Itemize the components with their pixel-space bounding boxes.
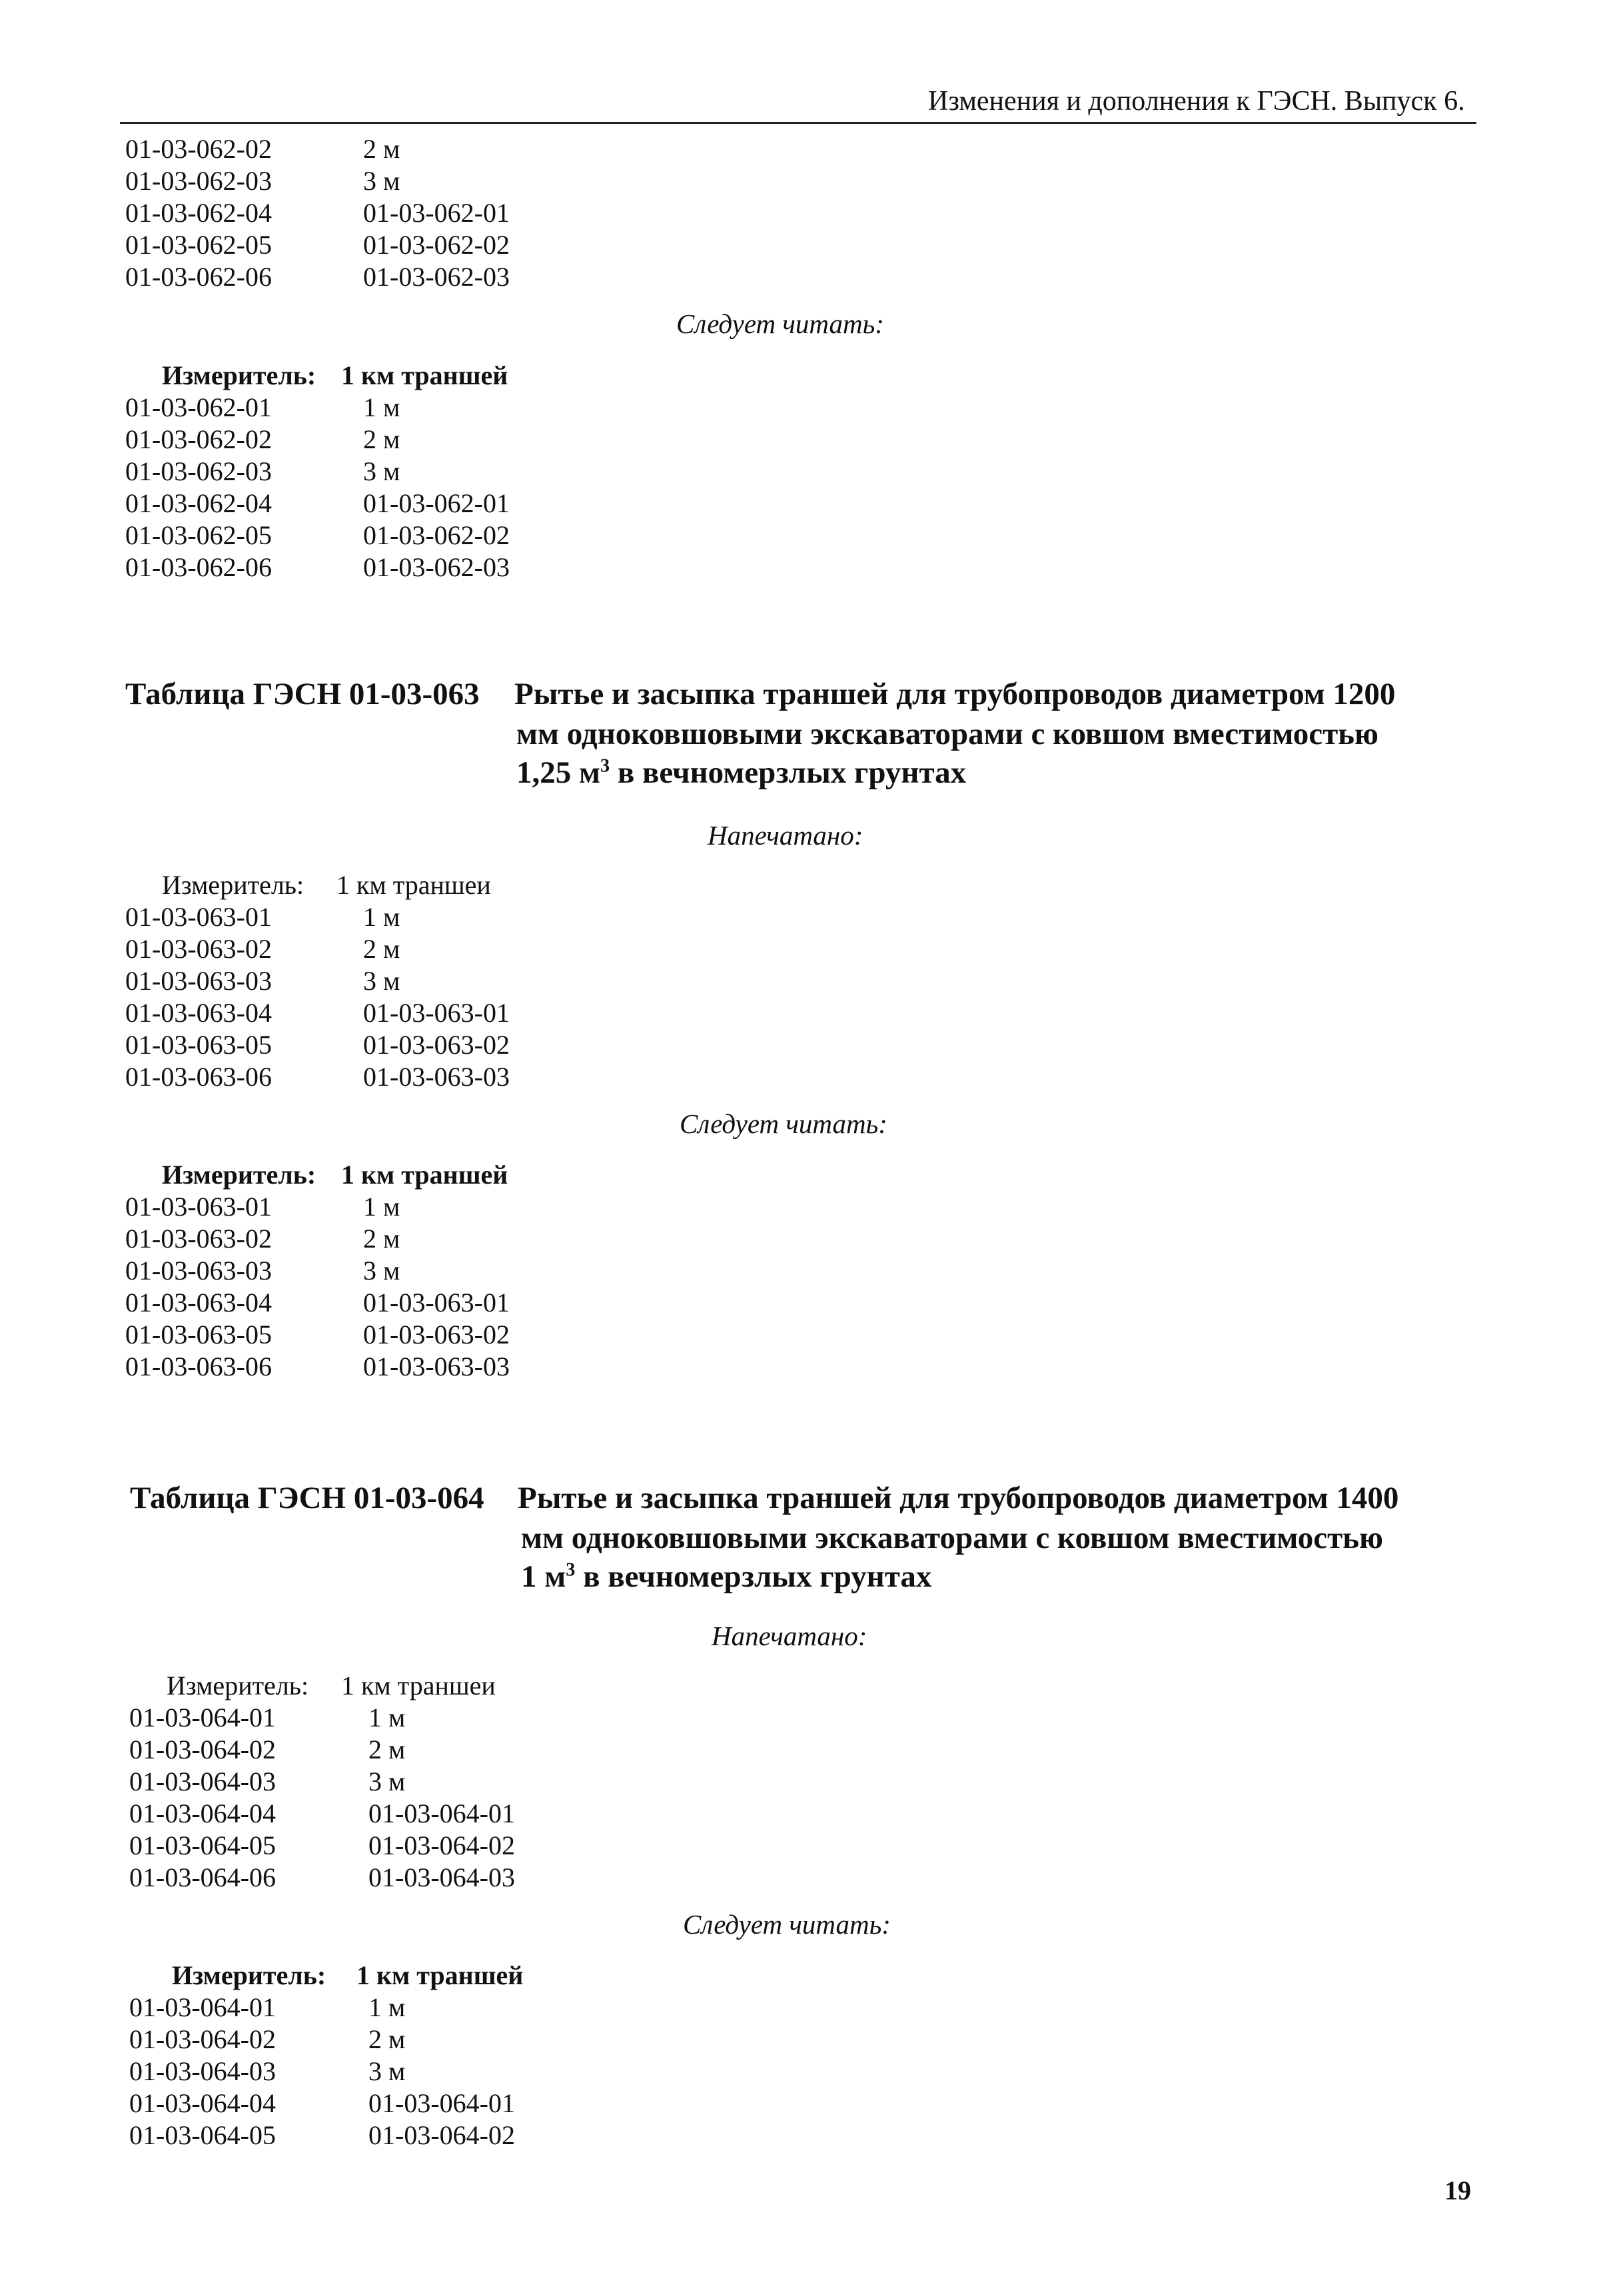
value-cell: 01-03-063-01: [363, 998, 510, 1028]
code-cell: 01-03-062-06: [125, 262, 272, 292]
measure-value: 1 км траншеи: [341, 1671, 496, 1701]
value-cell: 2 м: [363, 934, 400, 964]
value-cell: 1 м: [363, 902, 400, 932]
value-cell: 1 м: [368, 1992, 406, 2022]
value-cell: 2 м: [363, 1224, 400, 1254]
table-title-line: 1 $м^3$ в вечномерзлых грунтах: [521, 1559, 932, 1594]
value-cell: 3 м: [363, 456, 400, 486]
measure-value: 1 км траншеи: [336, 870, 491, 900]
value-cell: 01-03-064-02: [368, 2120, 515, 2150]
printed-heading: Напечатано:: [708, 820, 863, 851]
value-cell: 1 м: [363, 392, 400, 422]
measure-label: Измеритель:: [172, 1960, 326, 1990]
value-cell: 01-03-064-01: [368, 2088, 515, 2118]
should-read-heading: Следует читать:: [680, 1108, 887, 1139]
code-cell: 01-03-063-02: [125, 1224, 272, 1254]
value-cell: 01-03-062-03: [363, 262, 510, 292]
measure-label: Измеритель:: [162, 870, 304, 900]
should-read-heading: Следует читать:: [676, 308, 884, 339]
code-cell: 01-03-063-03: [125, 966, 272, 996]
code-cell: 01-03-062-05: [125, 520, 272, 550]
measure-label: Измеритель:: [162, 1160, 316, 1190]
table-title-line: мм одноковшовыми экскаваторами с ковшом вместимостью: [516, 717, 1378, 751]
value-cell: 3 м: [363, 166, 400, 196]
code-cell: 01-03-064-04: [129, 2088, 276, 2118]
value-cell: 2 м: [363, 134, 400, 164]
code-cell: 01-03-062-06: [125, 552, 272, 582]
value-cell: 01-03-062-01: [363, 488, 510, 518]
measure-value: 1 км траншей: [341, 1160, 508, 1190]
code-cell: 01-03-063-06: [125, 1062, 272, 1092]
code-cell: 01-03-064-01: [129, 1703, 276, 1732]
code-cell: 01-03-062-03: [125, 166, 272, 196]
code-cell: 01-03-064-01: [129, 1992, 276, 2022]
running-header: Изменения и дополнения к ГЭСН. Выпуск 6.: [928, 86, 1465, 117]
value-cell: 01-03-064-01: [368, 1798, 515, 1828]
value-cell: 01-03-063-03: [363, 1351, 510, 1381]
value-cell: 01-03-064-03: [368, 1862, 515, 1892]
code-cell: 01-03-064-05: [129, 1830, 276, 1860]
code-cell: 01-03-062-05: [125, 230, 272, 260]
table-title-prefix: Таблица ГЭСН 01-03-064: [130, 1481, 484, 1515]
code-cell: 01-03-064-06: [129, 1862, 276, 1892]
value-cell: 2 м: [368, 1734, 406, 1764]
code-cell: 01-03-063-04: [125, 1288, 272, 1318]
value-cell: 1 м: [368, 1703, 406, 1732]
code-cell: 01-03-062-04: [125, 198, 272, 228]
value-cell: 2 м: [368, 2024, 406, 2054]
value-cell: 01-03-062-02: [363, 520, 510, 550]
measure-value: 1 км траншей: [341, 360, 508, 390]
code-cell: 01-03-063-04: [125, 998, 272, 1028]
value-cell: 3 м: [368, 2056, 406, 2086]
value-cell: 01-03-063-02: [363, 1030, 510, 1060]
code-cell: 01-03-064-02: [129, 2024, 276, 2054]
table-title-line: мм одноковшовыми экскаваторами с ковшом вместимостью: [521, 1521, 1383, 1555]
printed-heading: Напечатано:: [712, 1621, 867, 1651]
measure-label: Измеритель:: [167, 1671, 309, 1701]
code-cell: 01-03-063-05: [125, 1320, 272, 1349]
table-title-line: Рытье и засыпка траншей для трубопроводов диаметром 1200: [514, 677, 1396, 711]
value-cell: 01-03-063-02: [363, 1320, 510, 1349]
table-title-line: 1,25 $м^3$ в вечномерзлых грунтах: [516, 755, 967, 790]
value-cell: 2 м: [363, 424, 400, 454]
header-rule: [120, 122, 1476, 124]
value-cell: 01-03-062-02: [363, 230, 510, 260]
code-cell: 01-03-063-02: [125, 934, 272, 964]
code-cell: 01-03-064-03: [129, 1766, 276, 1796]
page-number: 19: [1444, 2175, 1471, 2205]
code-cell: 01-03-062-02: [125, 424, 272, 454]
code-cell: 01-03-062-01: [125, 392, 272, 422]
code-cell: 01-03-063-01: [125, 1192, 272, 1222]
measure-value: 1 км траншей: [356, 1960, 524, 1990]
code-cell: 01-03-064-05: [129, 2120, 276, 2150]
value-cell: 1 м: [363, 1192, 400, 1222]
value-cell: 01-03-063-01: [363, 1288, 510, 1318]
measure-label: Измеритель:: [162, 360, 316, 390]
code-cell: 01-03-062-04: [125, 488, 272, 518]
code-cell: 01-03-063-01: [125, 902, 272, 932]
code-cell: 01-03-063-06: [125, 1351, 272, 1381]
value-cell: 01-03-062-03: [363, 552, 510, 582]
code-cell: 01-03-062-02: [125, 134, 272, 164]
table-title-prefix: Таблица ГЭСН 01-03-063: [125, 677, 480, 711]
value-cell: 3 м: [368, 1766, 406, 1796]
code-cell: 01-03-064-04: [129, 1798, 276, 1828]
value-cell: 3 м: [363, 1256, 400, 1286]
code-cell: 01-03-064-02: [129, 1734, 276, 1764]
code-cell: 01-03-063-03: [125, 1256, 272, 1286]
value-cell: 01-03-062-01: [363, 198, 510, 228]
code-cell: 01-03-063-05: [125, 1030, 272, 1060]
value-cell: 01-03-064-02: [368, 1830, 515, 1860]
table-title-line: Рытье и засыпка траншей для трубопроводов диаметром 1400: [518, 1481, 1399, 1515]
value-cell: 3 м: [363, 966, 400, 996]
code-cell: 01-03-062-03: [125, 456, 272, 486]
value-cell: 01-03-063-03: [363, 1062, 510, 1092]
code-cell: 01-03-064-03: [129, 2056, 276, 2086]
should-read-heading: Следует читать:: [683, 1909, 891, 1940]
